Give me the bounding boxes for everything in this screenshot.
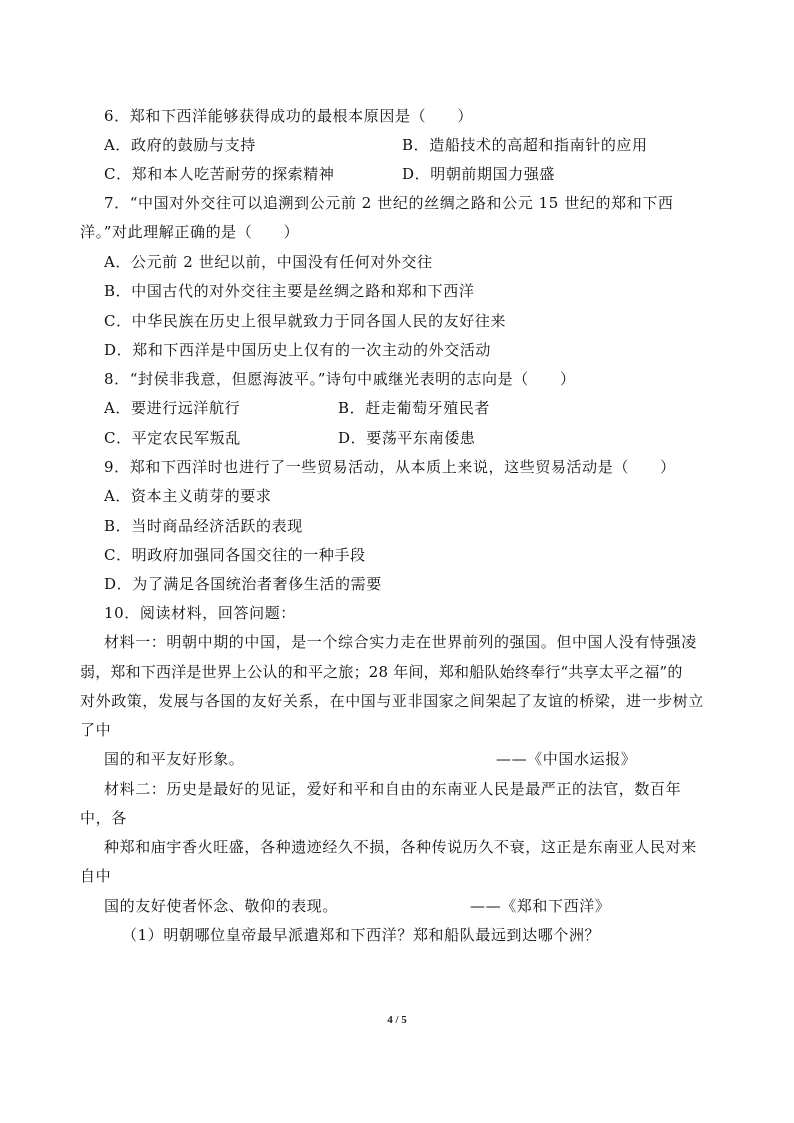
material-2-line1: 材料二：历史是最好的见证，爱好和平和自由的东南亚人民是最严正的法官，数百年 (104, 780, 682, 798)
material-1-line1: 材料一：明朝中期的中国，是一个综合实力走在世界前列的强国。但中国人没有恃强凌 (104, 633, 697, 651)
question-6-option-a: A．政府的鼓励与支持 (104, 136, 256, 154)
question-7-stem-line2: 洋。”对此理解正确的是（ ） (80, 223, 300, 241)
material-1-line5: 国的和平友好形象。 (104, 750, 245, 768)
question-8-option-d: D．要荡平东南倭患 (338, 429, 476, 447)
material-2-line2: 中，各 (80, 809, 127, 827)
material-1-line3: 对外政策，发展与各国的友好关系，在中国与亚非国家之间架起了友谊的桥梁，进一步树立 (80, 692, 705, 710)
question-6-option-d: D．明朝前期国力强盛 (402, 165, 556, 183)
material-2-line3: 种郑和庙宇香火旺盛，各种遗迹经久不损，各种传说历久不衰，这正是东南亚人民对来 (104, 838, 697, 856)
material-1-source: ——《中国水运报》 (496, 750, 637, 768)
question-7-option-d: D．郑和下西洋是中国历史上仅有的一次主动的外交活动 (104, 341, 492, 359)
question-9-option-a: A．资本主义萌芽的要求 (104, 487, 272, 505)
page-number: 4 / 5 (387, 1014, 407, 1026)
question-8-option-b: B．赶走葡萄牙殖民者 (338, 399, 491, 417)
question-8-option-a: A．要进行远洋航行 (104, 399, 241, 417)
question-8-stem: 8．“封侯非我意，但愿海波平。”诗句中戚继光表明的志向是（ ） (104, 370, 576, 388)
question-7-option-b: B．中国古代的对外交往主要是丝绸之路和郑和下西洋 (104, 282, 475, 300)
question-6-option-c: C．郑和本人吃苦耐劳的探索精神 (104, 165, 335, 183)
material-1-line2: 弱，郑和下西洋是世界上公认的和平之旅；28 年间，郑和船队始终奉行“共享太平之福”的 (80, 663, 683, 681)
material-2-line5: 国的友好使者怀念、敬仰的表现。 (104, 897, 339, 915)
question-6-stem: 6．郑和下西洋能够获得成功的最根本原因是（ ） (104, 107, 473, 125)
material-1-line4: 了中 (80, 721, 112, 739)
question-9-option-c: C．明政府加强同各国交往的一种手段 (104, 546, 366, 564)
question-9-option-b: B．当时商品经济活跃的表现 (104, 517, 303, 535)
material-2-source: ——《郑和下西洋》 (470, 897, 611, 915)
question-7-option-c: C．中华民族在历史上很早就致力于同各国人民的友好往来 (104, 312, 507, 330)
question-7-option-a: A．公元前 2 世纪以前，中国没有任何对外交往 (104, 253, 433, 271)
question-7-stem-line1: 7．“中国对外交往可以追溯到公元前 2 世纪的丝绸之路和公元 15 世纪的郑和下西 (104, 194, 674, 212)
question-9-stem: 9．郑和下西洋时也进行了一些贸易活动，从本质上来说，这些贸易活动是（ ） (104, 458, 676, 476)
question-10-subquestion-1: （1）明朝哪位皇帝最早派遣郑和下西洋？郑和船队最远到达哪个洲？ (122, 926, 601, 944)
material-2-line4: 自中 (80, 867, 112, 885)
question-6-option-b: B．造船技术的高超和指南针的应用 (402, 136, 648, 154)
question-9-option-d: D．为了满足各国统治者奢侈生活的需要 (104, 575, 382, 593)
question-8-option-c: C．平定农民军叛乱 (104, 429, 241, 447)
question-10-stem: 10．阅读材料，回答问题： (104, 604, 296, 622)
